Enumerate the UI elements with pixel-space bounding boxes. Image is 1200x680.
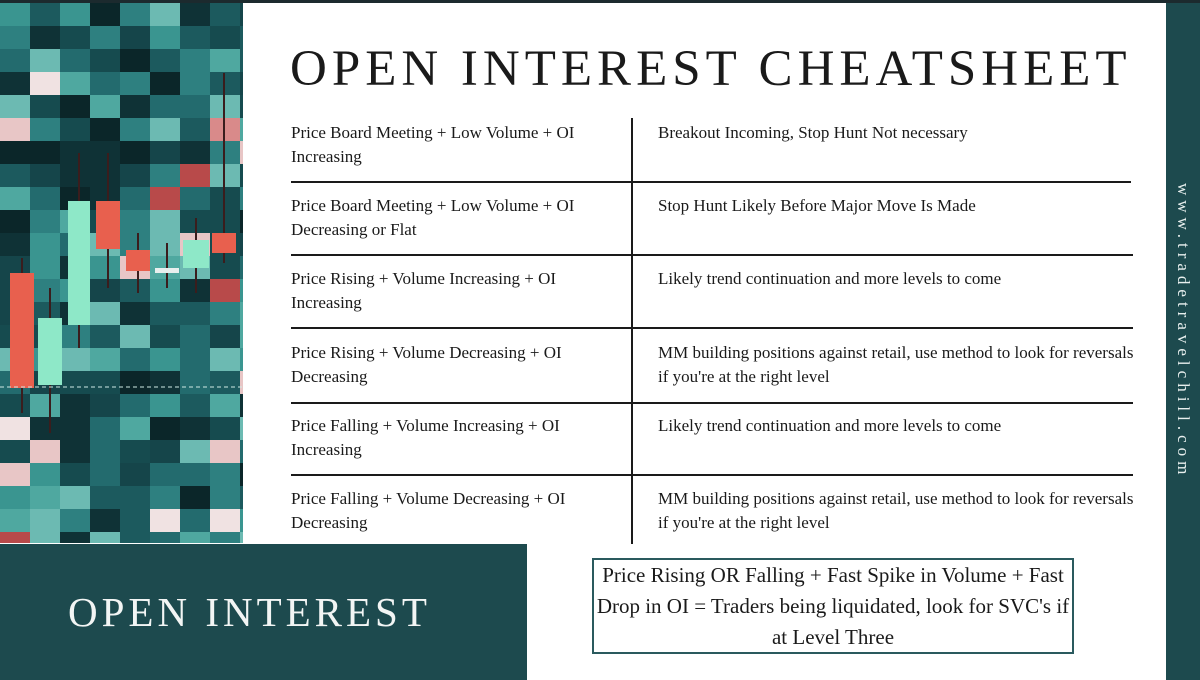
heatmap-cell xyxy=(120,187,150,210)
heatmap-cell xyxy=(150,164,180,187)
heatmap-cell xyxy=(120,279,150,302)
heatmap-cell xyxy=(210,509,240,532)
row-result: Breakout Incoming, Stop Hunt Not necessary xyxy=(658,123,968,142)
heatmap-cell xyxy=(180,463,210,486)
candle-body xyxy=(10,273,34,388)
heatmap-cell xyxy=(210,417,240,440)
row-result: Likely trend continuation and more levels to come xyxy=(658,416,1002,435)
heatmap-cell xyxy=(180,302,210,325)
candle-body xyxy=(183,240,209,268)
heatmap-cell xyxy=(150,325,180,348)
heatmap-cell xyxy=(180,49,210,72)
heatmap-cell xyxy=(120,509,150,532)
heatmap-cell xyxy=(120,141,150,164)
heatmap-cell xyxy=(60,164,90,187)
heatmap-cell xyxy=(120,118,150,141)
heatmap-cell xyxy=(150,118,180,141)
heatmap-cell xyxy=(180,532,210,543)
heatmap-cell xyxy=(210,49,240,72)
heatmap-cell xyxy=(120,302,150,325)
heatmap-cell xyxy=(0,210,30,233)
heatmap-cell xyxy=(90,164,120,187)
row-condition: Price Rising + Volume Increasing + OI Increasing xyxy=(291,269,557,312)
candle-body xyxy=(126,250,150,271)
heatmap-cell xyxy=(0,394,30,417)
heatmap-cell xyxy=(120,417,150,440)
heatmap-cell xyxy=(210,486,240,509)
heatmap-cell xyxy=(180,141,210,164)
heatmap-cell xyxy=(150,279,180,302)
heatmap-cell xyxy=(180,325,210,348)
heatmap-cell xyxy=(90,486,120,509)
heatmap-cell xyxy=(60,348,90,371)
heatmap-cell xyxy=(90,417,120,440)
heatmap-cell xyxy=(120,26,150,49)
heatmap-cell xyxy=(90,49,120,72)
row-result: Likely trend continuation and more levels to come xyxy=(658,269,1002,288)
heatmap-cell xyxy=(90,463,120,486)
heatmap-cell xyxy=(240,210,243,233)
heatmap-cell xyxy=(240,394,243,417)
heatmap-cell xyxy=(90,72,120,95)
heatmap-cell xyxy=(210,348,240,371)
heatmap-cell xyxy=(240,3,243,26)
heatmap-cell xyxy=(90,302,120,325)
heatmap-cell xyxy=(0,118,30,141)
row-result: MM building positions against retail, use method to look for reversals if you're at the right level xyxy=(658,343,1134,386)
heatmap-cell xyxy=(60,49,90,72)
row-divider xyxy=(291,327,1133,329)
heatmap-cell xyxy=(180,95,210,118)
heatmap-cell xyxy=(180,164,210,187)
heatmap-cell xyxy=(0,509,30,532)
heatmap-cell xyxy=(120,325,150,348)
heatmap-cell xyxy=(0,233,30,256)
heatmap-cell xyxy=(150,141,180,164)
heatmap-cell xyxy=(90,348,120,371)
heatmap-cell xyxy=(30,394,60,417)
page-title: OPEN INTEREST CHEATSHEET xyxy=(290,41,1132,97)
candle-body xyxy=(96,201,120,249)
heatmap-cell xyxy=(240,440,243,463)
heatmap-cell xyxy=(210,279,240,302)
heatmap-cell xyxy=(240,256,243,279)
heatmap-cell xyxy=(180,187,210,210)
heatmap-cell xyxy=(240,233,243,256)
heatmap-cell xyxy=(0,417,30,440)
heatmap-cell xyxy=(30,532,60,543)
heatmap-cell xyxy=(90,532,120,543)
heatmap-cell xyxy=(210,532,240,543)
heatmap-cell xyxy=(0,463,30,486)
heatmap-cell xyxy=(120,348,150,371)
row-condition: Price Falling + Volume Decreasing + OI Decreasing xyxy=(291,489,566,532)
heatmap-cell xyxy=(150,348,180,371)
heatmap-cell xyxy=(240,49,243,72)
candle-body xyxy=(155,268,179,273)
heatmap-cell xyxy=(90,95,120,118)
heatmap-cell xyxy=(240,486,243,509)
heatmap-cell xyxy=(240,325,243,348)
heatmap-cell xyxy=(90,3,120,26)
heatmap-cell xyxy=(0,532,30,543)
heatmap-cell xyxy=(180,72,210,95)
heatmap-cell xyxy=(30,26,60,49)
heatmap-cell xyxy=(180,394,210,417)
heatmap-cell xyxy=(180,371,210,394)
heatmap-cell xyxy=(150,72,180,95)
heatmap-cell xyxy=(150,440,180,463)
heatmap-cell xyxy=(30,509,60,532)
heatmap-cell xyxy=(180,509,210,532)
heatmap-cell xyxy=(150,509,180,532)
heatmap-cell xyxy=(240,164,243,187)
heatmap-cell xyxy=(30,118,60,141)
row-divider xyxy=(291,474,1133,476)
heatmap-cell xyxy=(240,302,243,325)
heatmap-cell xyxy=(60,371,90,394)
heatmap-cell xyxy=(30,233,60,256)
heatmap-cell xyxy=(210,394,240,417)
website-url: www.tradetravelchill.com xyxy=(1174,183,1193,480)
candle-body xyxy=(38,318,62,385)
heatmap-cell xyxy=(90,325,120,348)
heatmap-cell xyxy=(240,72,243,95)
heatmap-cell xyxy=(0,26,30,49)
heatmap-cell xyxy=(150,210,180,233)
bottom-title: OPEN INTEREST xyxy=(68,589,431,635)
heatmap-cell xyxy=(0,187,30,210)
heatmap-cell xyxy=(240,532,243,543)
row-result: MM building positions against retail, use method to look for reversals if you're at the right level xyxy=(658,489,1134,532)
heatmap-cell xyxy=(180,348,210,371)
heatmap-cell xyxy=(90,118,120,141)
heatmap-cell xyxy=(240,95,243,118)
heatmap-chart-image xyxy=(0,3,243,543)
heatmap-cell xyxy=(30,210,60,233)
heatmap-cell xyxy=(180,118,210,141)
heatmap-cell xyxy=(60,141,90,164)
heatmap-cell xyxy=(90,256,120,279)
heatmap-cell xyxy=(150,3,180,26)
heatmap-cell xyxy=(240,141,243,164)
row-condition: Price Board Meeting + Low Volume + OI Increasing xyxy=(291,123,575,166)
heatmap-cell xyxy=(30,463,60,486)
heatmap-cell xyxy=(120,463,150,486)
heatmap-cell xyxy=(150,49,180,72)
heatmap-cell xyxy=(0,95,30,118)
heatmap-cell xyxy=(30,279,60,302)
heatmap-cell xyxy=(120,394,150,417)
heatmap-cell xyxy=(150,394,180,417)
heatmap-cell xyxy=(120,210,150,233)
heatmap-cell xyxy=(120,3,150,26)
heatmap-cell xyxy=(60,532,90,543)
heatmap-cell xyxy=(30,256,60,279)
heatmap-cell xyxy=(240,118,243,141)
heatmap-cell xyxy=(60,486,90,509)
heatmap-cell xyxy=(60,417,90,440)
heatmap-cell xyxy=(120,371,150,394)
heatmap-cell xyxy=(150,95,180,118)
heatmap-cell xyxy=(60,463,90,486)
candle-body xyxy=(212,233,236,253)
heatmap-cell xyxy=(120,95,150,118)
row-divider xyxy=(291,181,1131,183)
heatmap-cell xyxy=(60,325,90,348)
heatmap-cell xyxy=(150,233,180,256)
row-condition: Price Falling + Volume Increasing + OI Increasing xyxy=(291,416,560,459)
heatmap-cell xyxy=(90,509,120,532)
heatmap-cell xyxy=(240,371,243,394)
heatmap-cell xyxy=(60,440,90,463)
heatmap-cell xyxy=(150,486,180,509)
heatmap-cell xyxy=(60,509,90,532)
heatmap-cell xyxy=(60,26,90,49)
heatmap-cell xyxy=(30,3,60,26)
heatmap-chart-graphic xyxy=(0,3,243,543)
heatmap-cell xyxy=(90,279,120,302)
heatmap-cell xyxy=(30,440,60,463)
heatmap-cell xyxy=(240,348,243,371)
row-result: Stop Hunt Likely Before Major Move Is Made xyxy=(658,196,976,215)
heatmap-cell xyxy=(150,463,180,486)
row-divider xyxy=(291,402,1133,404)
heatmap-cell xyxy=(210,325,240,348)
liquidation-note: Price Rising OR Falling + Fast Spike in Volume + Fast Drop in OI = Traders being liquidated, look for SVC's if at Level Three xyxy=(596,562,1070,649)
heatmap-cell xyxy=(30,49,60,72)
heatmap-cell xyxy=(240,279,243,302)
heatmap-cell xyxy=(240,417,243,440)
heatmap-cell xyxy=(150,26,180,49)
heatmap-cell xyxy=(30,95,60,118)
heatmap-cell xyxy=(150,371,180,394)
row-divider xyxy=(291,254,1133,256)
heatmap-cell xyxy=(150,532,180,543)
heatmap-cell xyxy=(30,417,60,440)
heatmap-cell xyxy=(30,187,60,210)
heatmap-cell xyxy=(120,164,150,187)
heatmap-cell xyxy=(60,95,90,118)
heatmap-cell xyxy=(240,509,243,532)
heatmap-cell xyxy=(90,440,120,463)
heatmap-cell xyxy=(90,394,120,417)
heatmap-cell xyxy=(60,118,90,141)
heatmap-cell xyxy=(210,463,240,486)
heatmap-cell xyxy=(180,3,210,26)
liquidation-note-box xyxy=(592,558,1074,654)
heatmap-cell xyxy=(60,72,90,95)
heatmap-cell xyxy=(240,26,243,49)
heatmap-cell xyxy=(0,49,30,72)
heatmap-cell xyxy=(180,440,210,463)
heatmap-cell xyxy=(120,532,150,543)
heatmap-cell xyxy=(240,463,243,486)
heatmap-cell xyxy=(180,417,210,440)
heatmap-cell xyxy=(0,141,30,164)
heatmap-cell xyxy=(30,164,60,187)
heatmap-cell xyxy=(120,49,150,72)
heatmap-cell xyxy=(90,141,120,164)
heatmap-cell xyxy=(210,440,240,463)
heatmap-cell xyxy=(0,486,30,509)
heatmap-cell xyxy=(30,141,60,164)
heatmap-cell xyxy=(150,256,180,279)
heatmap-cell xyxy=(180,26,210,49)
heatmap-cell xyxy=(210,26,240,49)
heatmap-cell xyxy=(120,440,150,463)
heatmap-cell xyxy=(150,302,180,325)
candle-body xyxy=(68,201,90,325)
heatmap-cell xyxy=(90,26,120,49)
heatmap-cell xyxy=(60,3,90,26)
row-condition: Price Board Meeting + Low Volume + OI Decreasing or Flat xyxy=(291,196,575,239)
heatmap-cell xyxy=(150,187,180,210)
heatmap-cell xyxy=(120,72,150,95)
heatmap-cell xyxy=(0,164,30,187)
heatmap-cell xyxy=(210,302,240,325)
heatmap-cell xyxy=(150,417,180,440)
heatmap-cell xyxy=(180,486,210,509)
heatmap-cell xyxy=(30,486,60,509)
heatmap-cell xyxy=(210,371,240,394)
website-url-container xyxy=(1166,3,1200,680)
heatmap-cell xyxy=(90,371,120,394)
heatmap-cell xyxy=(30,72,60,95)
heatmap-cell xyxy=(0,72,30,95)
heatmap-cell xyxy=(0,440,30,463)
heatmap-cell xyxy=(60,394,90,417)
heatmap-cell xyxy=(240,187,243,210)
heatmap-cell xyxy=(210,3,240,26)
row-condition: Price Rising + Volume Decreasing + OI Decreasing xyxy=(291,343,562,386)
heatmap-cell xyxy=(120,486,150,509)
heatmap-cell xyxy=(0,3,30,26)
